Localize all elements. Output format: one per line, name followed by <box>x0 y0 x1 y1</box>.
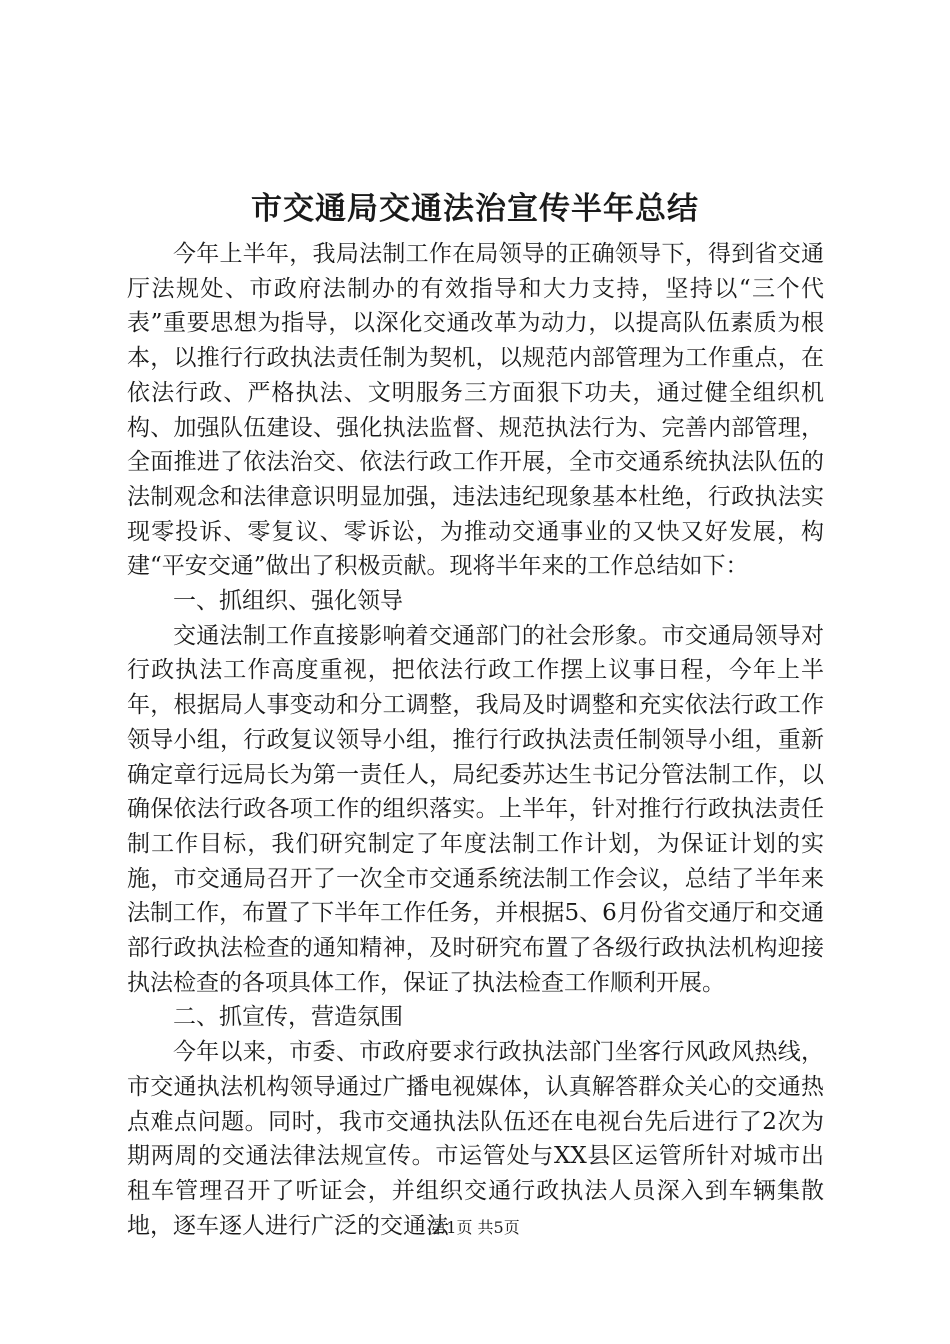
paragraph-intro: 今年上半年，我局法制工作在局领导的正确领导下，得到省交通厅法规处、市政府法制办的有效指导和大力支持，坚持以“三个代表”重要思想为指导，以深化交通改革为动力，以提高队伍素质为根本，以推行行政执法责任制为契机，以规范内部管理为工作重点，在依法行政、严格执法、文明服务三方面狠下功夫，通过健全组织机构、加强队伍建设、强化执法监督、规范执法行为、完善内部管理，全面推进了依法治交、依法行政工作开展，全市交通系统执法队伍的法制观念和法律意识明显加强，违法违纪现象基本杜绝，行政执法实现零投诉、零复议、零诉讼，为推动交通事业的又快又好发展，构建“平安交通”做出了积极贡献。现将半年来的工作总结如下： <box>127 241 824 580</box>
document-body <box>127 237 824 1243</box>
page-footer: 第1页 共5页 <box>430 1218 520 1237</box>
section-heading-1: 一、抓组织、强化领导 <box>173 588 403 615</box>
paragraph-section-1: 交通法制工作直接影响着交通部门的社会形象。市交通局领导对行政执法工作高度重视，把依法行政工作摆上议事日程，今年上半年，根据局人事变动和分工调整，我局及时调整和充实依法行政工作领导小组，行政复议领导小组，推行行政执法责任制领导小组，重新确定章行远局长为第一责任人，局纪委苏达生书记分管法制工作，以确保依法行政各项工作的组织落实。上半年，针对推行行政执法责任制工作目标，我们研究制定了年度法制工作计划，为保证计划的实施，市交通局召开了一次全市交通系统法制工作会议，总结了半年来法制工作，布置了下半年工作任务，并根据5、6月份省交通厅和交通部行政执法检查的通知精神，及时研究布置了各级行政执法机构迎接执法检查的各项具体工作，保证了执法检查工作顺利开展。 <box>127 622 824 996</box>
paragraph-section-2: 今年以来，市委、市政府要求行政执法部门坐客行风政风热线，市交通执法机构领导通过广播电视媒体，认真解答群众关心的交通热点难点问题。同时，我市交通执法队伍还在电视台先后进行了2次为期两周的交通法律法规宣传。市运管处与XX县区运管所针对城市出租车管理召开了听证会，并组织交通行政执法人员深入到车辆集散地，逐车逐人进行广泛的交通法 <box>127 1039 824 1239</box>
document-title: 市交通局交通法治宣传半年总结 <box>251 191 699 227</box>
section-heading-2: 二、抓宣传，营造氛围 <box>173 1004 403 1031</box>
